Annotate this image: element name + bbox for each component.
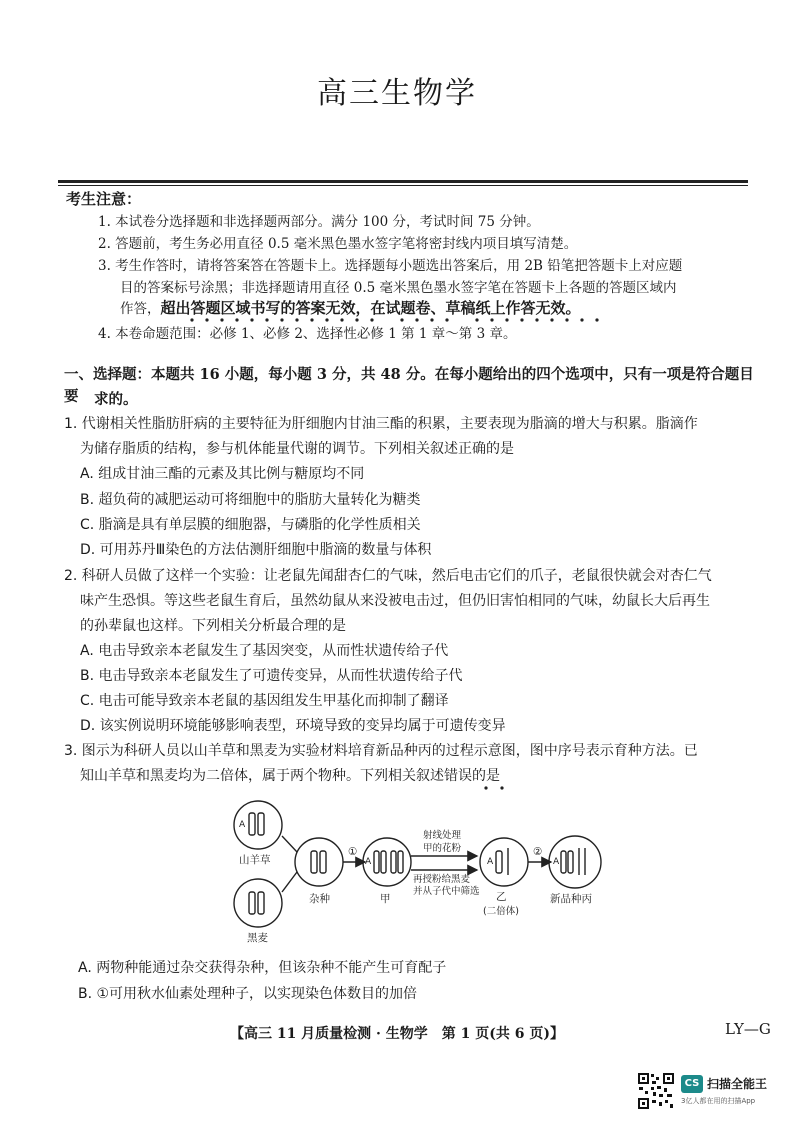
bottom-arrow-line1: 再授粉给黑麦 [413,874,471,885]
step-2-label: ② [533,846,543,858]
q3-stem-line1: 3. 图示为科研人员以山羊草和黑麦为实验材料培育新品种丙的过程示意图，图中序号表示育种方法。已 [64,743,698,759]
header-rule-thick [58,180,748,183]
q2-option-d: D. 该实例说明环境能够影响表型，环境导致的变异均属于可遗传变异 [80,718,506,734]
q3-emphasis-dots [480,785,510,791]
notice-item-2: 2. 答题前，考生务必用直径 0.5 毫米黑色墨水签字笔将密封线内项目填写清楚。 [98,236,578,252]
page-footer: 【高三 11 月质量检测 · 生物学 第 1 页(共 6 页)】 [229,1026,565,1042]
yi-gene-label: A [487,857,494,867]
bing-gene-label: A [553,857,560,867]
notice-emphasis: 超出答题区域书写的答案无效，在试题卷、草稿纸上作答无效。 [160,299,581,317]
rye-label: 黑麦 [247,932,268,944]
q2-option-a: A. 电击导致亲本老鼠发生了基因突变，从而性状遗传给子代 [80,643,449,659]
scanner-logo-icon: CS [681,1075,703,1093]
emphasis-dots [187,317,607,323]
q3-stem-line2: 知山羊草和黑麦均为二倍体，属于两个物种。下列相关叙述错误的是 [80,768,500,784]
step-1-label: ① [348,846,358,858]
q1-option-d: D. 可用苏丹Ⅲ染色的方法估测肝细胞中脂滴的数量与体积 [80,542,432,558]
yi-note: (二倍体) [483,906,519,917]
scanner-app-name: 扫描全能王 [707,1077,768,1091]
jia-label: 甲 [380,893,391,905]
notice-item-3-line2: 目的答案标号涂黑；非选择题请用直径 0.5 毫米黑色墨水签字笔在答题卡上各题的答题区域内 [120,280,677,296]
q3-option-b: B. ①可用秋水仙素处理种子，以实现染色体数目的加倍 [78,986,418,1002]
top-arrow-line1: 射线处理 [423,830,462,841]
q2-stem-line1: 2. 科研人员做了这样一个实验：让老鼠先闻甜杏仁的气味，然后电击它们的爪子，老鼠很快就会对杏仁气 [64,568,712,584]
notice-item-4: 4. 本卷命题范围：必修 1、必修 2、选择性必修 1 第 1 章～第 3 章。 [98,326,517,342]
q1-stem-line1: 1. 代谢相关性脂肪肝病的主要特征为肝细胞内甘油三酯的积累，主要表现为脂滴的增大与积累。脂滴作 [64,416,698,432]
header-rule-thin [58,185,748,186]
q2-stem-line2: 味产生恐惧。等这些老鼠生育后，虽然幼鼠从来没被电击过，但仍旧害怕相同的气味，幼鼠长大后再生 [80,593,710,609]
top-arrow-line2: 甲的花粉 [423,843,462,854]
notice-item-3-prefix: 作答， [120,301,161,317]
yi-label: 乙 [496,891,507,903]
paper-code: LY—G [725,1020,771,1038]
q1-option-b: B. 超负荷的减肥运动可将细胞中的脂肪大量转化为糖类 [80,492,421,508]
q1-option-c: C. 脂滴是具有单层膜的细胞器，与磷脂的化学性质相关 [80,517,421,533]
bottom-arrow-line2: 并从子代中筛选 [413,886,480,897]
q2-option-c: C. 电击可能导致亲本老鼠的基因组发生甲基化而抑制了翻译 [80,693,449,709]
q1-option-a: A. 组成甘油三酯的元素及其比例与糖原均不同 [80,466,365,482]
q1-stem-line2: 为储存脂质的结构，参与机体能量代谢的调节。下列相关叙述正确的是 [80,441,514,457]
hybrid-label: 杂种 [309,893,330,905]
hybrid-cell [295,838,343,886]
notice-item-3-line1: 3. 考生作答时，请将答案答在答题卡上。选择题每小题选出答案后，用 2B 铅笔把答题卡上对应题 [98,258,683,274]
q2-stem-line3: 的孙辈鼠也这样。下列相关分析最合理的是 [80,618,346,634]
section-heading-line1: 一、选择题：本题共 16 小题，每小题 3 分，共 48 分。在每小题给出的四个选项中，只有一项是符合题目要 [64,366,754,405]
q2-option-b: B. 电击导致亲本老鼠发生了可遗传变异，从而性状遗传给子代 [80,668,463,684]
goatgrass-label: 山羊草 [239,854,271,866]
breeding-diagram [225,800,615,950]
scanner-slogan: 3亿人都在用的扫描App [681,1097,756,1105]
jia-gene-label: A [365,857,372,867]
notice-heading: 考生注意： [66,190,142,208]
qr-code-icon [637,1072,675,1110]
goatgrass-gene-label: A [239,820,246,830]
bing-label: 新品种丙 [550,893,592,905]
notice-item-1: 1. 本试卷分选择题和非选择题两部分。满分 100 分，考试时间 75 分钟。 [98,214,540,230]
page-title: 高三生物学 [317,76,477,111]
section-heading-line2: 求的。 [94,391,138,408]
notice-item-3-line3 [120,298,581,319]
q3-option-a: A. 两物种能通过杂交获得杂种，但该杂种不能产生可育配子 [78,960,447,976]
